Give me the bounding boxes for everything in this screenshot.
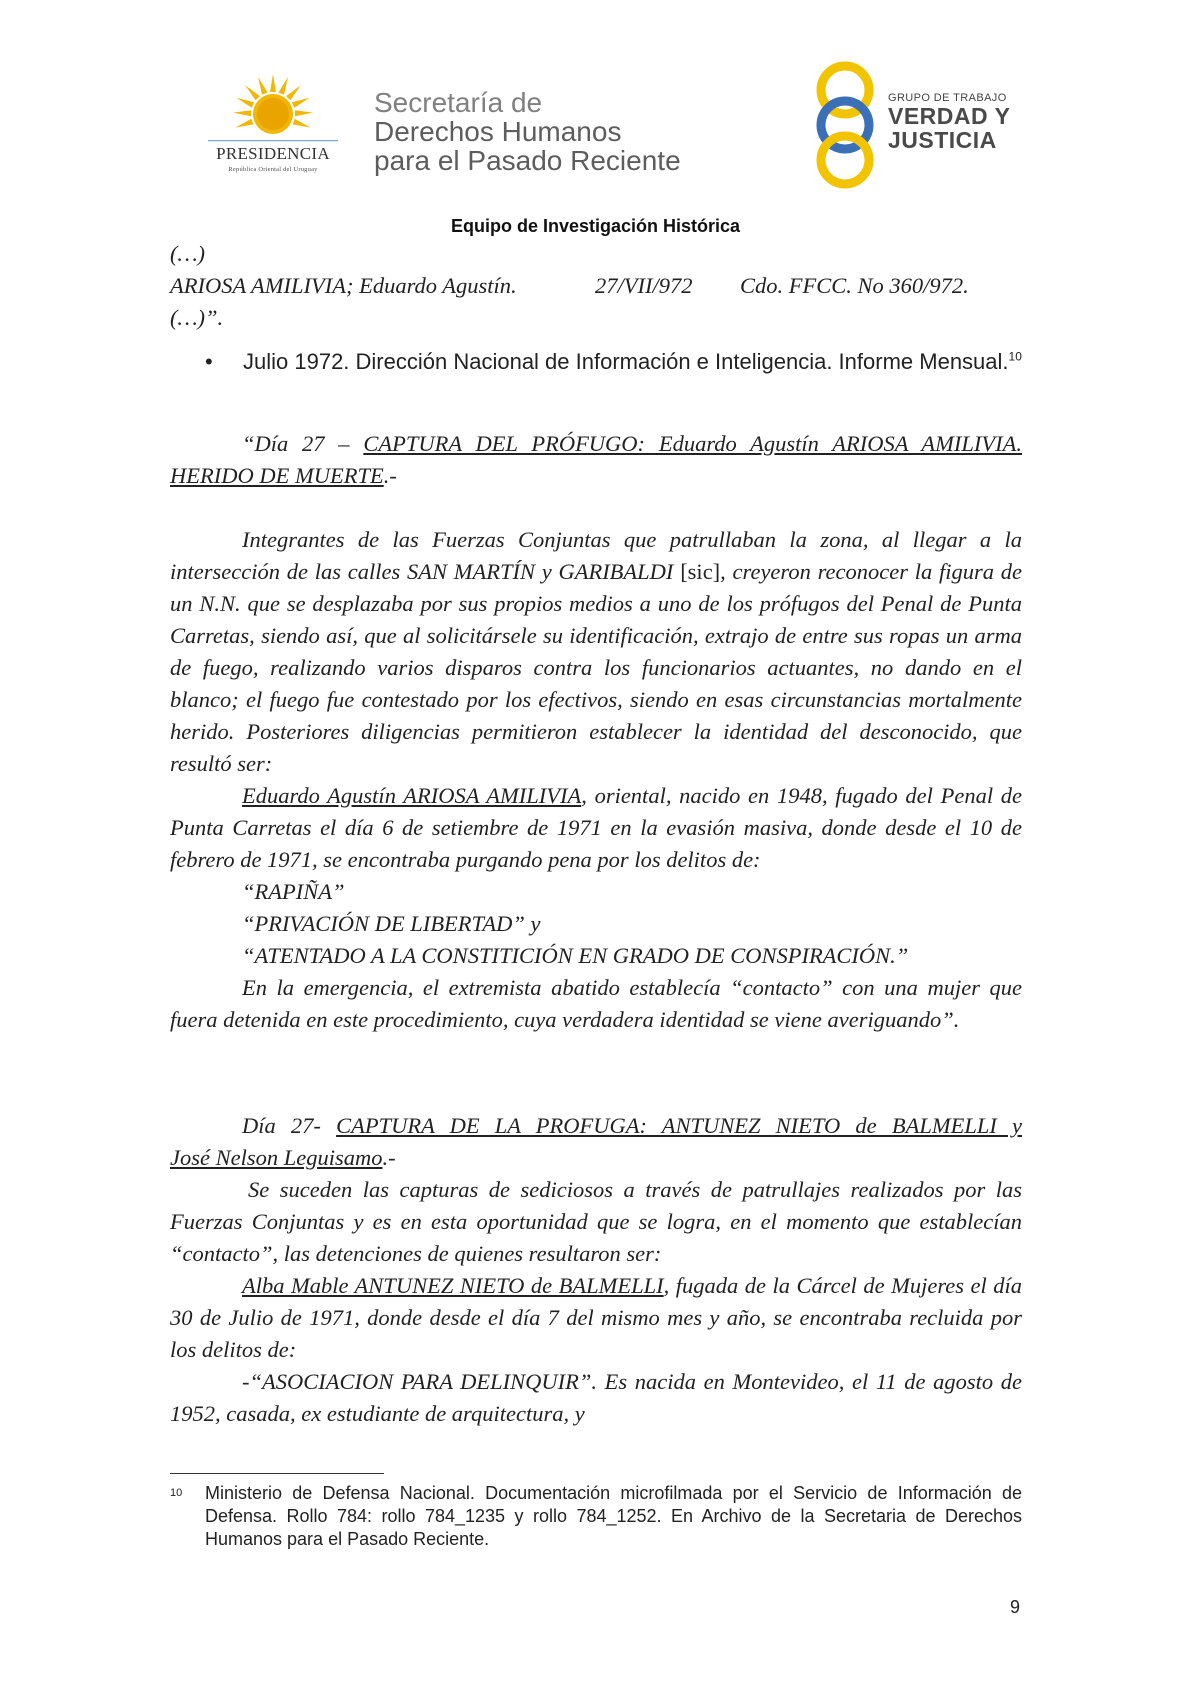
person-name: Eduardo Agustín ARIOSA AMILIVIA	[242, 783, 582, 808]
record-date: 27/VII/972	[595, 273, 693, 298]
verdad-justicia-logo	[810, 60, 1030, 190]
heading-underlined-a: CAPTURA DEL PRÓFUGO: Eduardo Agustín ARIOSA AMILIVIA.	[363, 431, 1023, 456]
section-2-heading-line-2	[170, 1142, 1022, 1174]
bullet-item	[205, 346, 1022, 378]
presidencia-logo	[198, 72, 348, 182]
person-name: Alba Mable ANTUNEZ NIETO de BALMELLI	[242, 1273, 664, 1298]
footnote-ref: 10	[1008, 349, 1022, 364]
secretaria-logo-text	[374, 88, 681, 175]
secretaria-line-2: Derechos Humanos	[374, 116, 622, 147]
verdad-justicia-text	[888, 92, 1010, 152]
crime-3: “ATENTADO A LA CONSTITICIÓN EN GRADO DE CONSPIRACIÓN.”	[242, 943, 909, 968]
quote-close: (…)”.	[170, 305, 224, 330]
footnote-text: Ministerio de Defensa Nacional. Documentación microfilmada por el Servicio de Información de Defensa. Rollo 784: rollo 784_1235 y rollo 784_1252. En Archivo de la Secretaria de Derechos Humanos para el Pasado Reciente.	[205, 1483, 1022, 1549]
sic-marker: [sic]	[680, 559, 721, 584]
heading-underlined-b: HERIDO DE MUERTE	[170, 463, 384, 488]
secretaria-line-3: para el Pasado Reciente	[374, 145, 681, 176]
justicia-line: JUSTICIA	[888, 127, 997, 153]
para-text: , creyeron reconocer la figura de un N.N. que se desplazaba por sus propios medios a uno de los prófugos del Penal de Punta Carretas, siendo así, que al solicitársele su identificación, extrajo de entre sus ropas un arma de fuego, realizando varios disparos contra los funcionarios actuantes, no dando en el blanco; el fuego fue contestado por los efectivos, siendo en esas circunstancias mortalmente herido. Posteriores diligencias permitieron establecer la identidad del desconocido, que resultó ser:	[170, 559, 1022, 776]
footnote-divider	[170, 1473, 384, 1474]
footnote	[170, 1482, 1022, 1551]
bullet-marker: •	[205, 349, 213, 374]
secretaria-line-1: Secretaría de	[374, 87, 543, 118]
quote-top	[170, 238, 1022, 334]
section-2-paragraph-3: -“ASOCIACION PARA DELINQUIR”. Es nacida en Montevideo, el 11 de agosto de 1952, casada, ex estudiante de arquitectura, y	[170, 1369, 1022, 1426]
section-1-paragraph-3: En la emergencia, el extremista abatido establecía “contacto” con una mujer que fuera detenida en este procedimiento, cuya verdadera identidad se viene averiguando”.	[170, 975, 1022, 1032]
grupo-line: GRUPO DE TRABAJO	[888, 92, 1007, 104]
section-1	[170, 428, 1022, 1036]
heading-suffix: .-	[382, 1145, 396, 1170]
page-number: 9	[1010, 1597, 1021, 1617]
bullet-text: Julio 1972. Dirección Nacional de Información e Inteligencia. Informe Mensual.	[243, 349, 1009, 374]
crime-2: “PRIVACIÓN DE LIBERTAD” y	[242, 911, 541, 936]
heading-suffix: .-	[383, 463, 397, 488]
heading-prefix: Día 27-	[242, 1113, 337, 1138]
section-2-paragraph-1: Se suceden las capturas de sediciosos a través de patrullajes realizados por las Fuerzas Conjuntas y es en esta oportunidad que se logra, en el momento que establecían “contacto”, las detenciones de quienes resultaron ser:	[170, 1177, 1022, 1266]
para-text: , fugada de la Cárcel de Mujeres el día 30 de Julio de 1971, donde desde el día 7 del mismo mes y año, se encontraba recluida por los delitos de:	[170, 1273, 1022, 1362]
section-2-heading	[170, 1110, 1022, 1142]
linked-rings-icon	[810, 60, 880, 190]
record-name: ARIOSA AMILIVIA; Eduardo Agustín.	[170, 273, 517, 298]
quote-record-row	[170, 270, 1022, 302]
quote-open: (…)	[170, 241, 205, 266]
presidencia-label: PRESIDENCIA	[216, 144, 330, 163]
section-2-paragraph-2	[170, 1270, 1022, 1366]
footnote-number: 10	[170, 1487, 183, 1499]
page-header	[0, 0, 1191, 236]
para-text: Integrantes de las Fuerzas Conjuntas que patrullaban la zona, al llegar a la intersección de las calles SAN MARTÍN y GARIBALDI	[170, 527, 1022, 584]
presidencia-sublabel: República Oriental del Uruguay	[228, 166, 318, 173]
heading-prefix: “Día 27 –	[242, 431, 364, 456]
team-title: Equipo de Investigación Histórica	[450, 216, 741, 236]
crime-1: “RAPIÑA”	[242, 879, 345, 904]
section-1-heading-line-2	[170, 460, 1022, 492]
para-text: , oriental, nacido en 1948, fugado del Penal de Punta Carretas el día 6 de setiembre de 1971 en la evasión masiva, donde desde el 10 de febrero de 1971, se encontraba purgando pena por los delitos de:	[170, 783, 1022, 872]
section-2	[170, 1110, 1022, 1430]
record-reference: Cdo. FFCC. No 360/972.	[740, 273, 969, 298]
heading-underlined-b: José Nelson Leguisamo	[170, 1145, 383, 1170]
sun-icon	[198, 72, 348, 152]
section-1-paragraph-2	[170, 780, 1022, 876]
verdad-line: VERDAD Y	[888, 103, 1011, 129]
bullet-text-block	[243, 346, 1022, 378]
heading-underlined-a: CAPTURA DE LA PROFUGA: ANTUNEZ NIETO de BALMELLI y	[336, 1113, 1022, 1138]
section-1-paragraph-1	[170, 524, 1022, 780]
section-1-heading	[170, 428, 1022, 460]
